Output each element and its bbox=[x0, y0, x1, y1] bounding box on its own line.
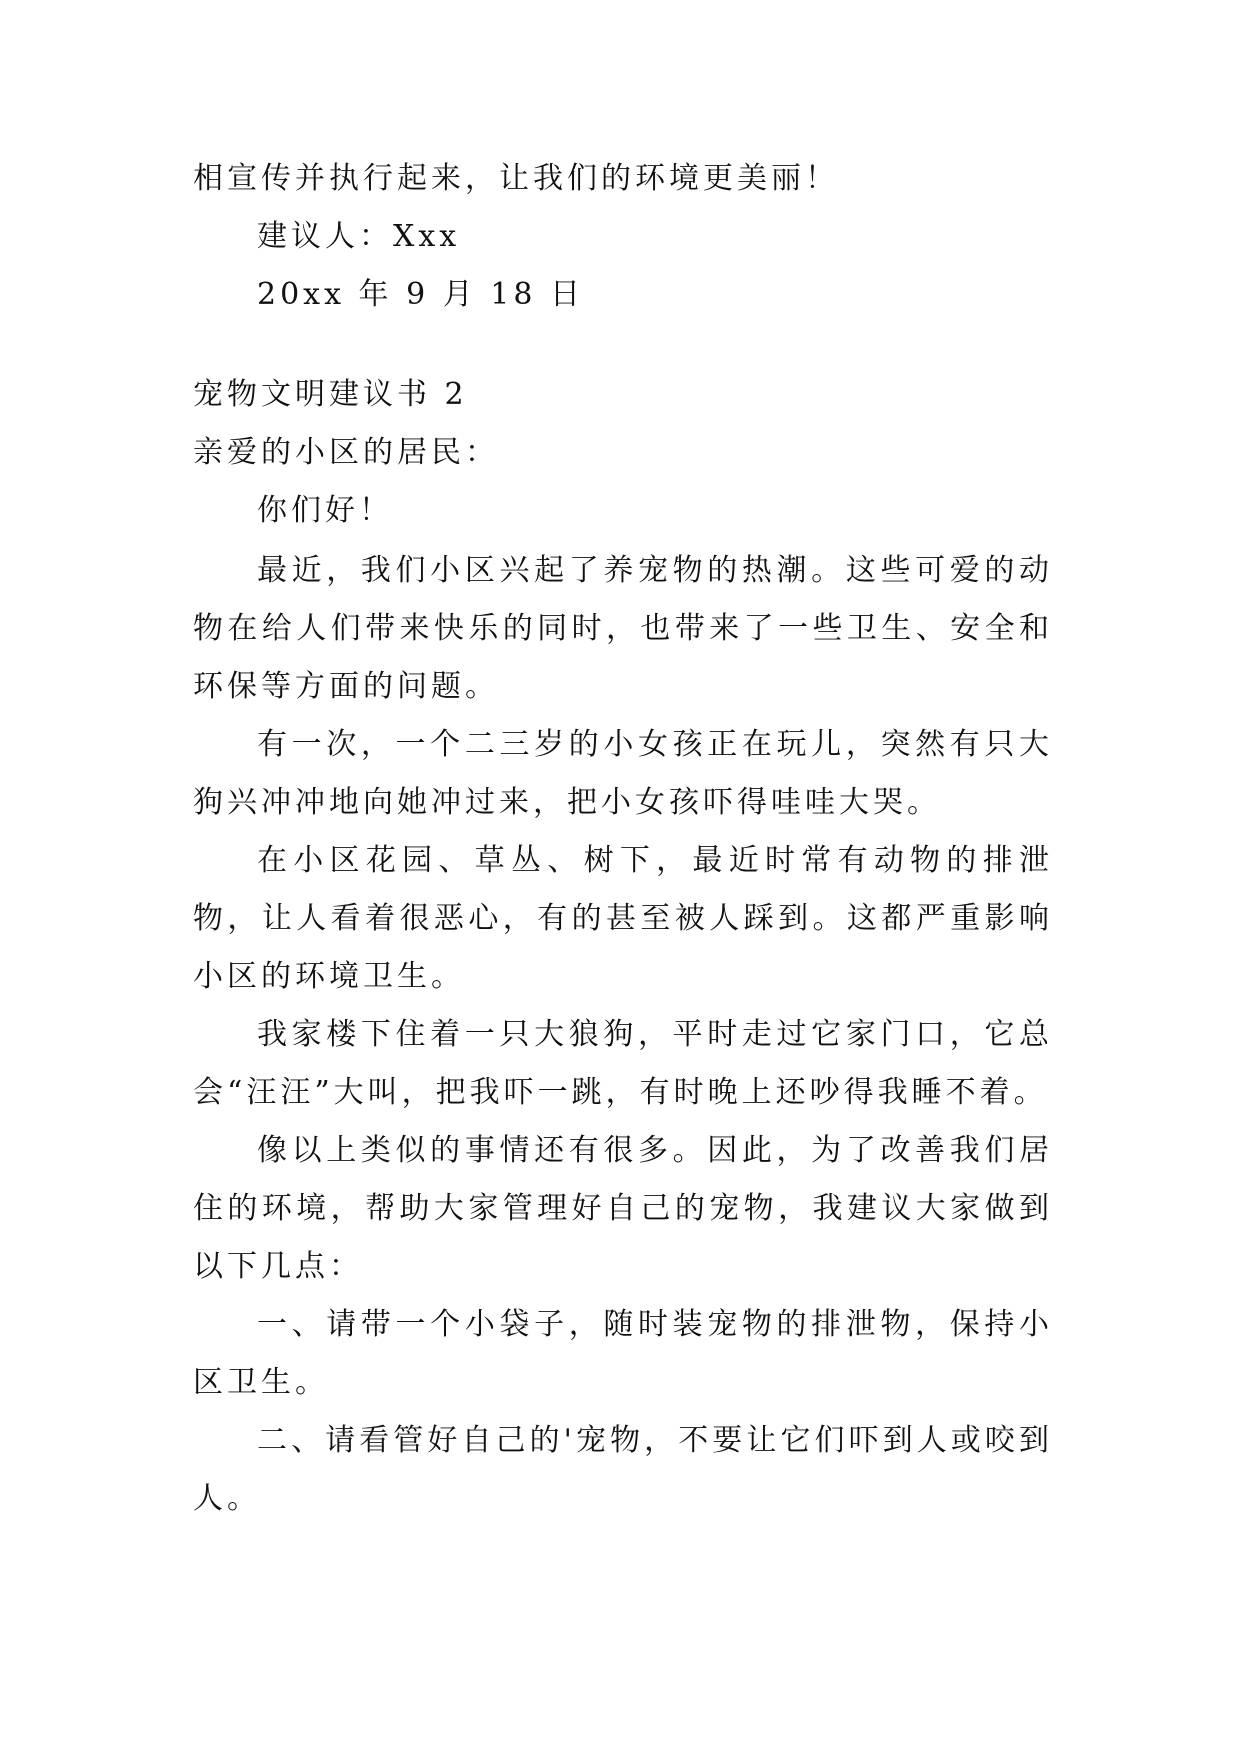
signature: 建议人：Xxx bbox=[257, 219, 461, 254]
section-title: 宠物文明建议书 2 bbox=[193, 377, 468, 412]
paragraph: 二、请看管好自己的'宠物，不要让它们吓到人或咬到人。 bbox=[193, 1423, 1053, 1516]
greeting: 你们好！ bbox=[257, 493, 393, 528]
salutation: 亲爱的小区的居民： bbox=[193, 435, 499, 470]
document-body bbox=[193, 160, 1053, 1528]
paragraph: 一、请带一个小袋子，随时装宠物的排泄物，保持小区卫生。 bbox=[193, 1307, 1053, 1400]
paragraph: 我家楼下住着一只大狼狗，平时走过它家门口，它总会“汪汪”大叫，把我吓一跳，有时晚上还吵得我睡不着。 bbox=[193, 1017, 1053, 1110]
date: 20xx 年 9 月 18 日 bbox=[257, 277, 584, 312]
paragraph: 在小区花园、草丛、树下，最近时常有动物的排泄物，让人看着很恶心，有的甚至被人踩到。这都严重影响小区的环境卫生。 bbox=[193, 843, 1053, 994]
paragraph: 最近，我们小区兴起了养宠物的热潮。这些可爱的动物在给人们带来快乐的同时，也带来了一些卫生、安全和环保等方面的问题。 bbox=[193, 553, 1053, 704]
paragraph: 有一次，一个二三岁的小女孩正在玩儿，突然有只大狗兴冲冲地向她冲过来，把小女孩吓得哇哇大哭。 bbox=[193, 727, 1053, 820]
continuation-line: 相宣传并执行起来，让我们的环境更美丽！ bbox=[193, 161, 839, 196]
paragraph: 像以上类似的事情还有很多。因此，为了改善我们居住的环境，帮助大家管理好自己的宠物，我建议大家做到以下几点： bbox=[193, 1133, 1053, 1284]
